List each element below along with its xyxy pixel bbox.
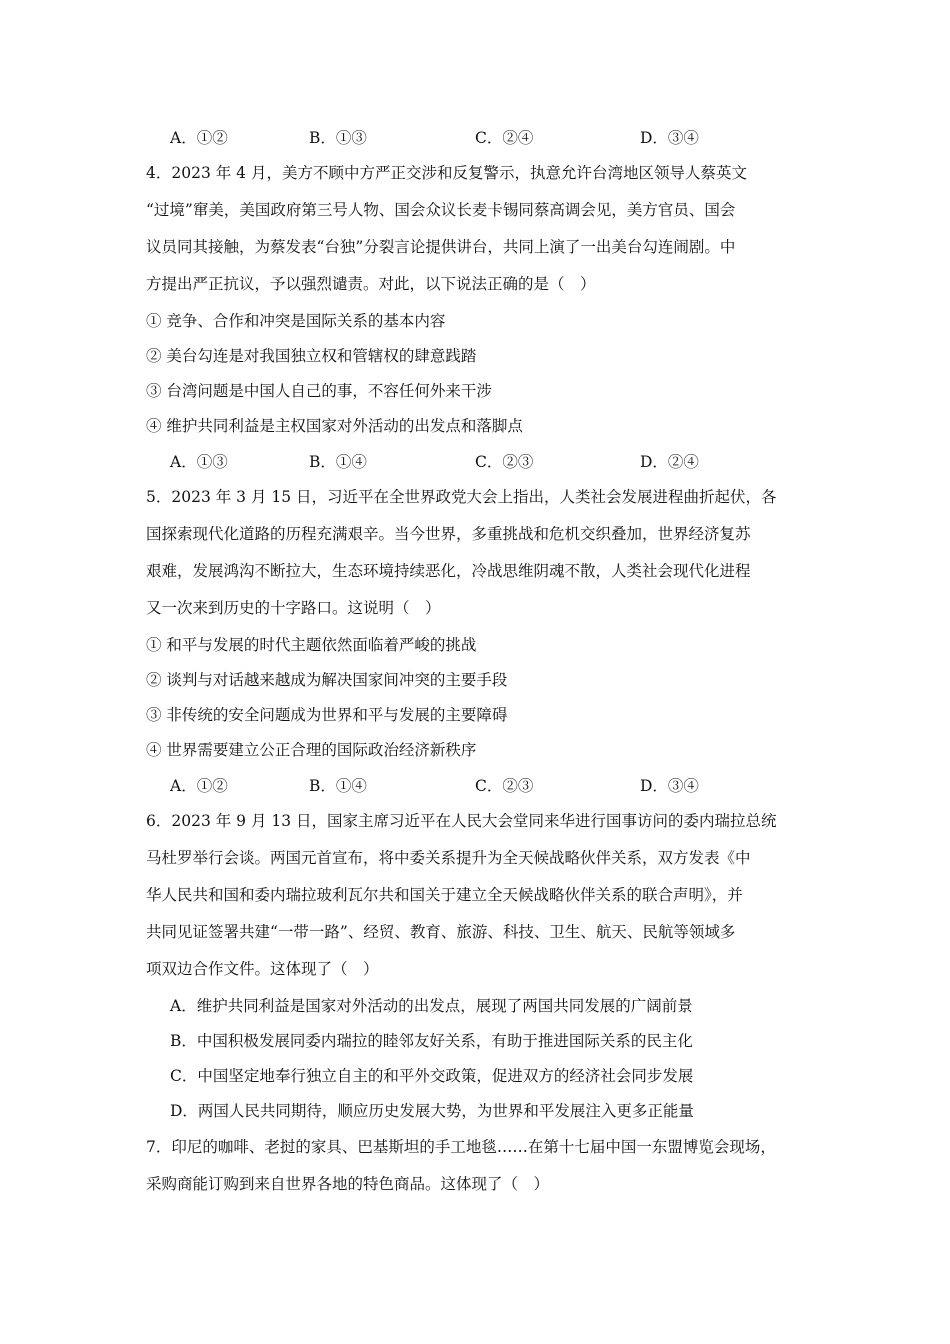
q6-stem-line-3: 华人民共和国和委内瑞拉玻利瓦尔共和国关于建立全天候战略伙伴关系的联合声明》，并 (146, 886, 743, 904)
q3-option-b[interactable]: B．①③ (309, 129, 367, 147)
q4-item-2: ② 美台勾连是对我国独立权和管辖权的肆意践踏 (146, 347, 477, 365)
q6-option-b[interactable]: B．中国积极发展同委内瑞拉的睦邻友好关系，有助于推进国际关系的民主化 (170, 1032, 693, 1050)
q6-option-a[interactable]: A．维护共同利益是国家对外活动的出发点，展现了两国共同发展的广阔前景 (170, 997, 693, 1015)
q5-item-2: ② 谈判与对话越来越成为解决国家间冲突的主要手段 (146, 671, 508, 689)
q3-option-c[interactable]: C．②④ (475, 129, 534, 147)
q4-option-b[interactable]: B．①④ (309, 453, 367, 471)
q6-stem-line-1: 6．2023 年 9 月 13 日，国家主席习近平在人民大会堂同来华进行国事访问的委内瑞拉总统 (146, 812, 777, 830)
q6-option-c[interactable]: C．中国坚定地奉行独立自主的和平外交政策，促进双方的经济社会同步发展 (170, 1067, 694, 1085)
q5-item-4: ④ 世界需要建立公正合理的国际政治经济新秩序 (146, 741, 477, 759)
q4-item-4: ④ 维护共同利益是主权国家对外活动的出发点和落脚点 (146, 417, 523, 435)
q4-stem-line-4: 方提出严正抗议，予以强烈谴责。对此，以下说法正确的是（ ） (146, 275, 596, 293)
q6-stem-line-5: 项双边合作文件。这体现了（ ） (146, 960, 379, 978)
q4-item-3: ③ 台湾问题是中国人自己的事，不容任何外来干涉 (146, 382, 492, 400)
q4-stem-line-2: “过境”窜美，美国政府第三号人物、国会众议长麦卡锡同蔡高调会见，美方官员、国会 (146, 201, 736, 219)
q6-stem-line-4: 共同见证签署共建“一带一路”、经贸、教育、旅游、科技、卫生、航天、民航等领域多 (146, 923, 736, 941)
q5-option-c[interactable]: C．②③ (475, 777, 534, 795)
q5-stem-line-4: 又一次来到历史的十字路口。这说明（ ） (146, 599, 441, 617)
q3-option-a[interactable]: A．①② (170, 129, 228, 147)
q6-stem-line-2: 马杜罗举行会谈。两国元首宣布，将中委关系提升为全天候战略伙伴关系，双方发表《中 (146, 849, 751, 867)
q5-option-a[interactable]: A．①② (170, 777, 228, 795)
q4-option-d[interactable]: D．②④ (640, 453, 699, 471)
q4-option-c[interactable]: C．②③ (475, 453, 534, 471)
q5-option-b[interactable]: B．①④ (309, 777, 367, 795)
q4-item-1: ① 竞争、合作和冲突是国际关系的基本内容 (146, 312, 446, 330)
q5-item-3: ③ 非传统的安全问题成为世界和平与发展的主要障碍 (146, 706, 508, 724)
q5-stem-line-1: 5．2023 年 3 月 15 日，习近平在全世界政党大会上指出，人类社会发展进程曲折起伏，各 (146, 488, 777, 506)
q5-stem-line-2: 国探索现代化道路的历程充满艰辛。当今世界，多重挑战和危机交织叠加，世界经济复苏 (146, 525, 751, 543)
q6-option-d[interactable]: D．两国人民共同期待，顺应历史发展大势，为世界和平发展注入更多正能量 (170, 1102, 694, 1120)
q7-stem-line-2: 采购商能订购到来自世界各地的特色商品。这体现了（ ） (146, 1175, 550, 1193)
q4-stem-line-3: 议员同其接触，为蔡发表“台独”分裂言论提供讲台，共同上演了一出美台勾连闹剧。中 (146, 238, 736, 256)
q5-item-1: ① 和平与发展的时代主题依然面临着严峻的挑战 (146, 636, 477, 654)
q7-stem-line-1: 7．印尼的咖啡、老挝的家具、巴基斯坦的手工地毯……在第十七届中国一东盟博览会现场， (146, 1138, 776, 1156)
q4-option-a[interactable]: A．①③ (170, 453, 228, 471)
q4-stem-line-1: 4．2023 年 4 月，美方不顾中方严正交涉和反复警示，执意允许台湾地区领导人蔡英文 (146, 164, 747, 182)
q5-option-d[interactable]: D．③④ (640, 777, 699, 795)
q3-option-d[interactable]: D．③④ (640, 129, 699, 147)
q5-stem-line-3: 艰难，发展鸿沟不断拉大，生态环境持续恶化，冷战思维阴魂不散，人类社会现代化进程 (146, 562, 751, 580)
